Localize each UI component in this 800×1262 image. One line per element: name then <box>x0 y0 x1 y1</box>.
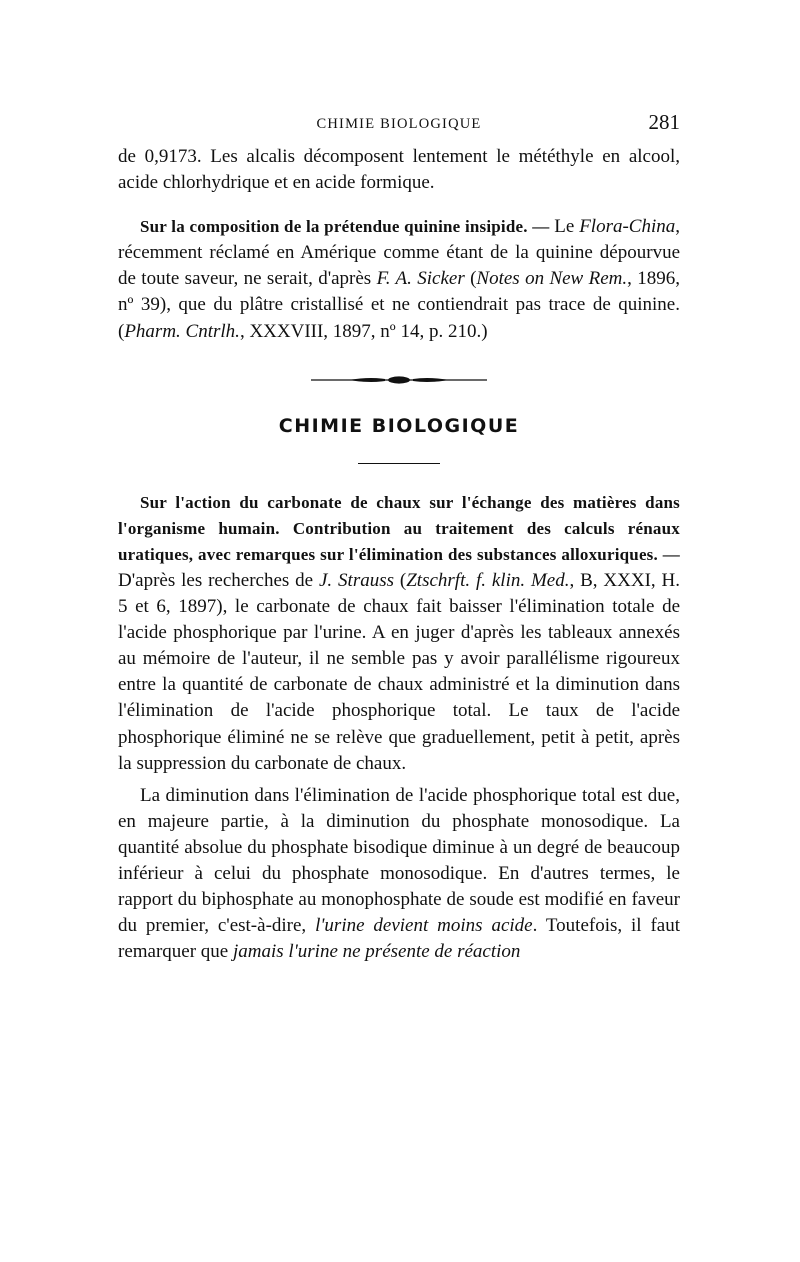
journal-name: Ztschrft. f. klin. Med. <box>406 569 570 591</box>
emphasis-text: l'urine devient moins acide <box>315 915 533 937</box>
paragraph-text: La diminution dans l'élimination de l'acide phosphorique total est due, en majeure partie, à la diminution du phosphate monosodique. La quantité absolue du phosphate bisodique diminue à un degré de beaucoup inférieur à celui du phosphate monosodique. En d'autres termes, le rapport du biphosphate au monophosphate de soude est modifié en faveur du premier, c'est-à-dire, <box>118 784 680 937</box>
author-name: F. A. Sicker <box>376 268 465 290</box>
article-title: Sur la composition de la prétendue quinine insipide. — <box>140 217 550 237</box>
article-quinine <box>118 214 680 344</box>
emphasis-text: jamais l'urine ne présente de réaction <box>233 941 521 963</box>
journal-name: Notes on New Rem. <box>476 268 628 290</box>
running-title: CHIMIE BIOLOGIQUE <box>316 116 482 132</box>
article-carbonate <box>118 490 680 777</box>
ornament-divider <box>309 375 489 385</box>
paragraph-phosphate <box>118 783 680 966</box>
running-head <box>118 110 680 144</box>
article-text: ( <box>464 268 477 290</box>
article-text: , XXXVIII, 1897, nº 14, p. 210.) <box>239 320 488 342</box>
article-text: D'après les recherches de <box>118 569 319 591</box>
section-title: CHIMIE BIOLOGIQUE <box>278 414 520 437</box>
article-text: , B, XXXI, H. 5 et 6, 1897), le carbonate de chaux fait baisser l'élimination totale de l'acide phosphorique par l'urine. A en juger d'après les tableaux annexés au mémoire de l'auteur, il ne semble pas y avoir parallélisme rigoureux entre la quantité de carbonate de chaux administré et la diminution dans l'élimination de l'acide phosphorique total. Le taux de l'acide phosphorique éliminé ne se relève que graduellement, petit à petit, après la suppression du carbonate de chaux. <box>118 569 681 774</box>
article-text-italic: Flora-China <box>579 216 676 238</box>
article-text: ( <box>394 569 407 591</box>
page-number: 281 <box>648 110 680 134</box>
journal-name: Pharm. Cntrlh. <box>124 320 240 342</box>
article-title: Sur l'action du carbonate de chaux sur l'échange des matières dans l'organisme humain. Contribution au traitement des calculs rénaux uratiques, avec remarques sur l'élimination des substances alloxuriques. — <box>118 492 680 564</box>
article-text: Le <box>549 216 580 238</box>
author-name: J. Strauss <box>318 569 395 591</box>
paragraph-continuation: de 0,9173. Les alcalis décomposent lentement le météthyle en alcool, acide chlorhydrique et en acide formique. <box>118 146 680 194</box>
article-text: , 1896, nº 39), que du plâtre cristallisé et ne contiendrait pas trace de quinine. ( <box>118 268 680 342</box>
article-text: , récemment réclamé en Amérique comme étant de la quinine dépourvue de toute saveur, ne serait, d'après <box>118 216 680 290</box>
page <box>118 110 680 965</box>
paragraph-text: . Toutefois, il faut remarquer que <box>118 915 680 963</box>
